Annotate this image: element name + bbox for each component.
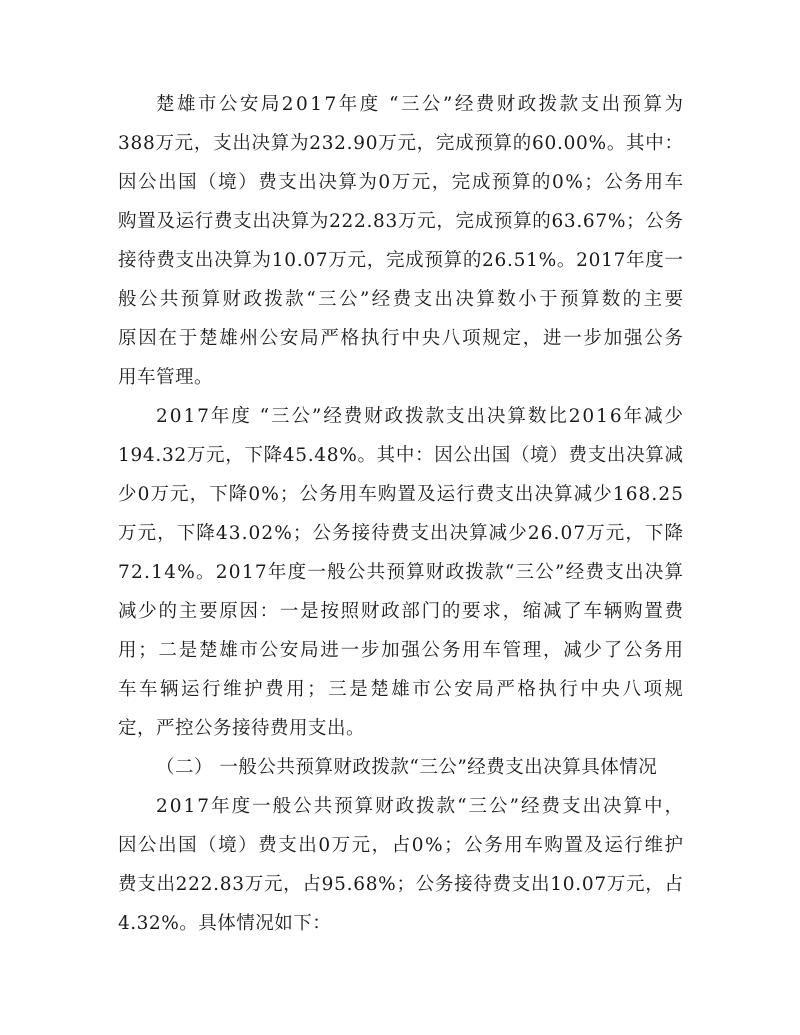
text-line: 72.14%。2017年度一般公共预算财政拨款“三公”经费支出决算 [118, 562, 685, 583]
text-line: 4.32%。具体情况如下： [118, 913, 332, 934]
text-line: 因公出国（境）费支出0万元，占0%；公务用车购置及运行维护 [118, 835, 685, 856]
text-line: 2017年度一般公共预算财政拨款“三公”经费支出决算中， [156, 796, 685, 817]
text-line: 少0万元，下降0%；公务用车购置及运行费支出决算减少168.25 [118, 484, 685, 505]
text-line: 定，严控公务接待费用支出。 [118, 718, 366, 739]
text-line: 楚雄市公安局2017年度 “三公”经费财政拨款支出预算为 [156, 94, 686, 115]
text-line: 般公共预算财政拨款“三公”经费支出决算数小于预算数的主要 [118, 289, 686, 310]
text-line: 原因在于楚雄州公安局严格执行中央八项规定，进一步加强公务 [118, 328, 685, 349]
text-line: 车车辆运行维护费用；三是楚雄市公安局严格执行中央八项规 [118, 679, 686, 700]
text-line: 用；二是楚雄市公安局进一步加强公务用车管理，减少了公务用 [118, 640, 685, 661]
text-line: 194.32万元，下降45.48%。其中：因公出国（境）费支出决算减 [118, 445, 684, 466]
text-line: 用车管理。 [118, 367, 214, 388]
text-line: 2017年度 “三公”经费财政拨款支出决算数比2016年减少 [156, 406, 685, 427]
text-line: 因公出国（境）费支出决算为0万元，完成预算的0%；公务用车 [118, 172, 685, 193]
text-line: 万元，下降43.02%；公务接待费支出决算减少26.07万元，下降 [118, 523, 685, 544]
text-line: 减少的主要原因：一是按照财政部门的要求，缩减了车辆购置费 [118, 601, 685, 622]
text-line: 费支出222.83万元，占95.68%；公务接待费支出10.07万元，占 [118, 874, 684, 895]
section-heading: （二） 一般公共预算财政拨款“三公”经费支出决算具体情况 [156, 757, 658, 778]
text-line: 购置及运行费支出决算为222.83万元，完成预算的63.67%；公务 [118, 211, 684, 232]
text-line: 接待费支出决算为10.07万元，完成预算的26.51%。2017年度一 [118, 250, 684, 271]
text-line: 388万元，支出决算为232.90万元，完成预算的60.00%。其中： [118, 133, 684, 154]
